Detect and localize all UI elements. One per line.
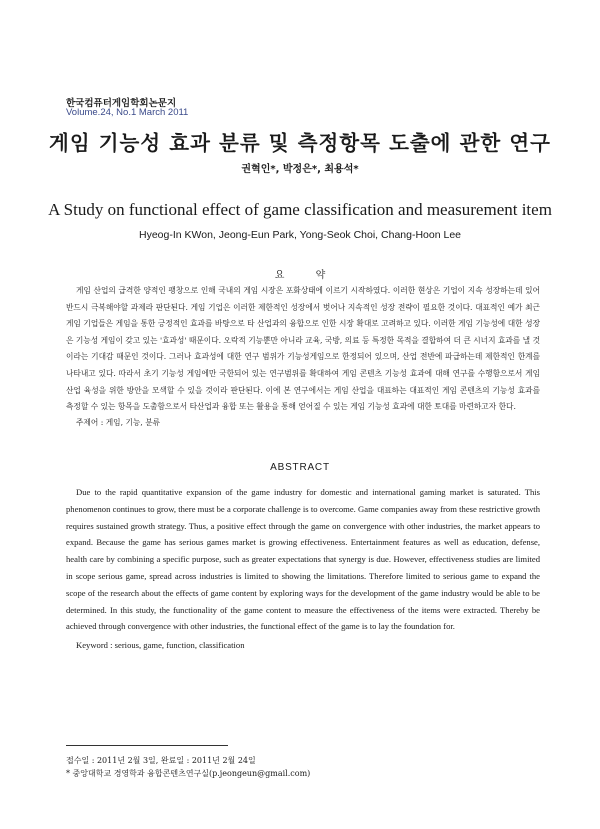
- english-title: A Study on functional effect of game classification and measurement item: [48, 200, 552, 219]
- english-keywords: Keyword : serious, game, function, classification: [76, 640, 245, 650]
- english-authors: Hyeog-In KWon, Jeong-Eun Park, Yong-Seok Choi, Chang-Hoon Lee: [138, 229, 461, 241]
- korean-abstract: 게임 산업의 급격한 양적인 팽창으로 인해 국내의 게임 시장은 포화상태에 이르기 시작하였다. 이러한 현상은 기업이 지속 성장하는데 있어 반드시 극복해야할 과제라 판단된다. 게임 기업은 이러한 제한적인 성장에서 벗어나 지속적인 성장 전략이 필요한 것이다. 대표적인 예가 최근 게임 기업들은 게임을 통한 긍정적인 효과를 바탕으로 타 산업과의 융합으로 인한 시장 확대로 고려하고 있다. 이러한 게임 기능성에 대한 성장은 기능성 게임이 갖고 있는 '효과성' 때문이다. 오락적 기능뿐만 아니라 교육, 국방, 의료 등 특정한 목적을 결합하여 더 큰 시너지 효과를 낼 것이라는 기대감 때문인 것이다. 그러나 효과성에 대한 연구 범위가 기능성게임으로 한정되어 있으며, 산업 전반에 파급하는데 제한적인 한계를 나타내고 있다. 따라서 초기 기능성 게임에만 국한되어 있는 연구범위를 확대하여 게임 콘텐츠 기능성 효과에 대해 연구를 수행함으로서 게임 산업 육성을 위한 방안을 모색할 수 있을 것이라 판단된다. 이에 본 연구에서는 게임 산업을 대표하는 대표적인 게임 콘텐츠의 기능성 효과를 측정할 수 있는 항목을 도출함으로서 타산업과 융합 또는 활용을 통해 얻어질 수 있는 게임 기능성 효과에 대한 토대를 마련하고자 한다.: [66, 286, 540, 412]
- journal-name: 한국컴퓨터게임학회논문지: [66, 98, 177, 109]
- korean-authors: 권혁인*, 박정은*, 최용석*: [241, 164, 359, 175]
- footnote-divider: [66, 745, 228, 746]
- korean-title: 게임 기능성 효과 분류 및 측정항목 도출에 관한 연구: [49, 131, 551, 155]
- english-abstract-heading: ABSTRACT: [270, 462, 330, 473]
- affiliation-footnote: * 중앙대학교 경영학과 융합콘텐츠연구실(p.jeongeun@gmail.com): [66, 769, 311, 778]
- journal-volume: Volume.24, No.1 March 2011: [66, 107, 189, 118]
- korean-keywords: 주제어 : 게임, 기능, 분류: [76, 418, 161, 427]
- korean-abstract-heading: 요 약: [274, 270, 340, 281]
- received-date-footnote: 접수일 : 2011년 2월 3일, 완료일 : 2011년 2월 24일: [66, 756, 256, 765]
- english-abstract: Due to the rapid quantitative expansion of the game industry for domestic and international gaming market is saturated. This phenomenon continues to grow, there must be a corporate challenge is to overcome. Game companies away from these restrictive growth requires sustained growth strategy. Thus, a positive effect through the game on convergence with other industries, the market appears to expand. Because the game has serious games market is growing effectiveness. Entertainment features as well as education, defense, health care by combining a specific purpose, such as greater expectations that synergy is due. However, effectiveness studies are limited in scope serious game, spread across industries is limited to showing the limitations. Therefore limited to serious game to expand the scope of the research about the effects of game content by exploring ways for the development of the game industry would be able to be determined. In this study, the functionality of the game content to measure the effectiveness of the items were extracted. Thereby be achieved through convergence with other industries, the functional effect of the game is to lay the foundation for.: [66, 487, 540, 632]
